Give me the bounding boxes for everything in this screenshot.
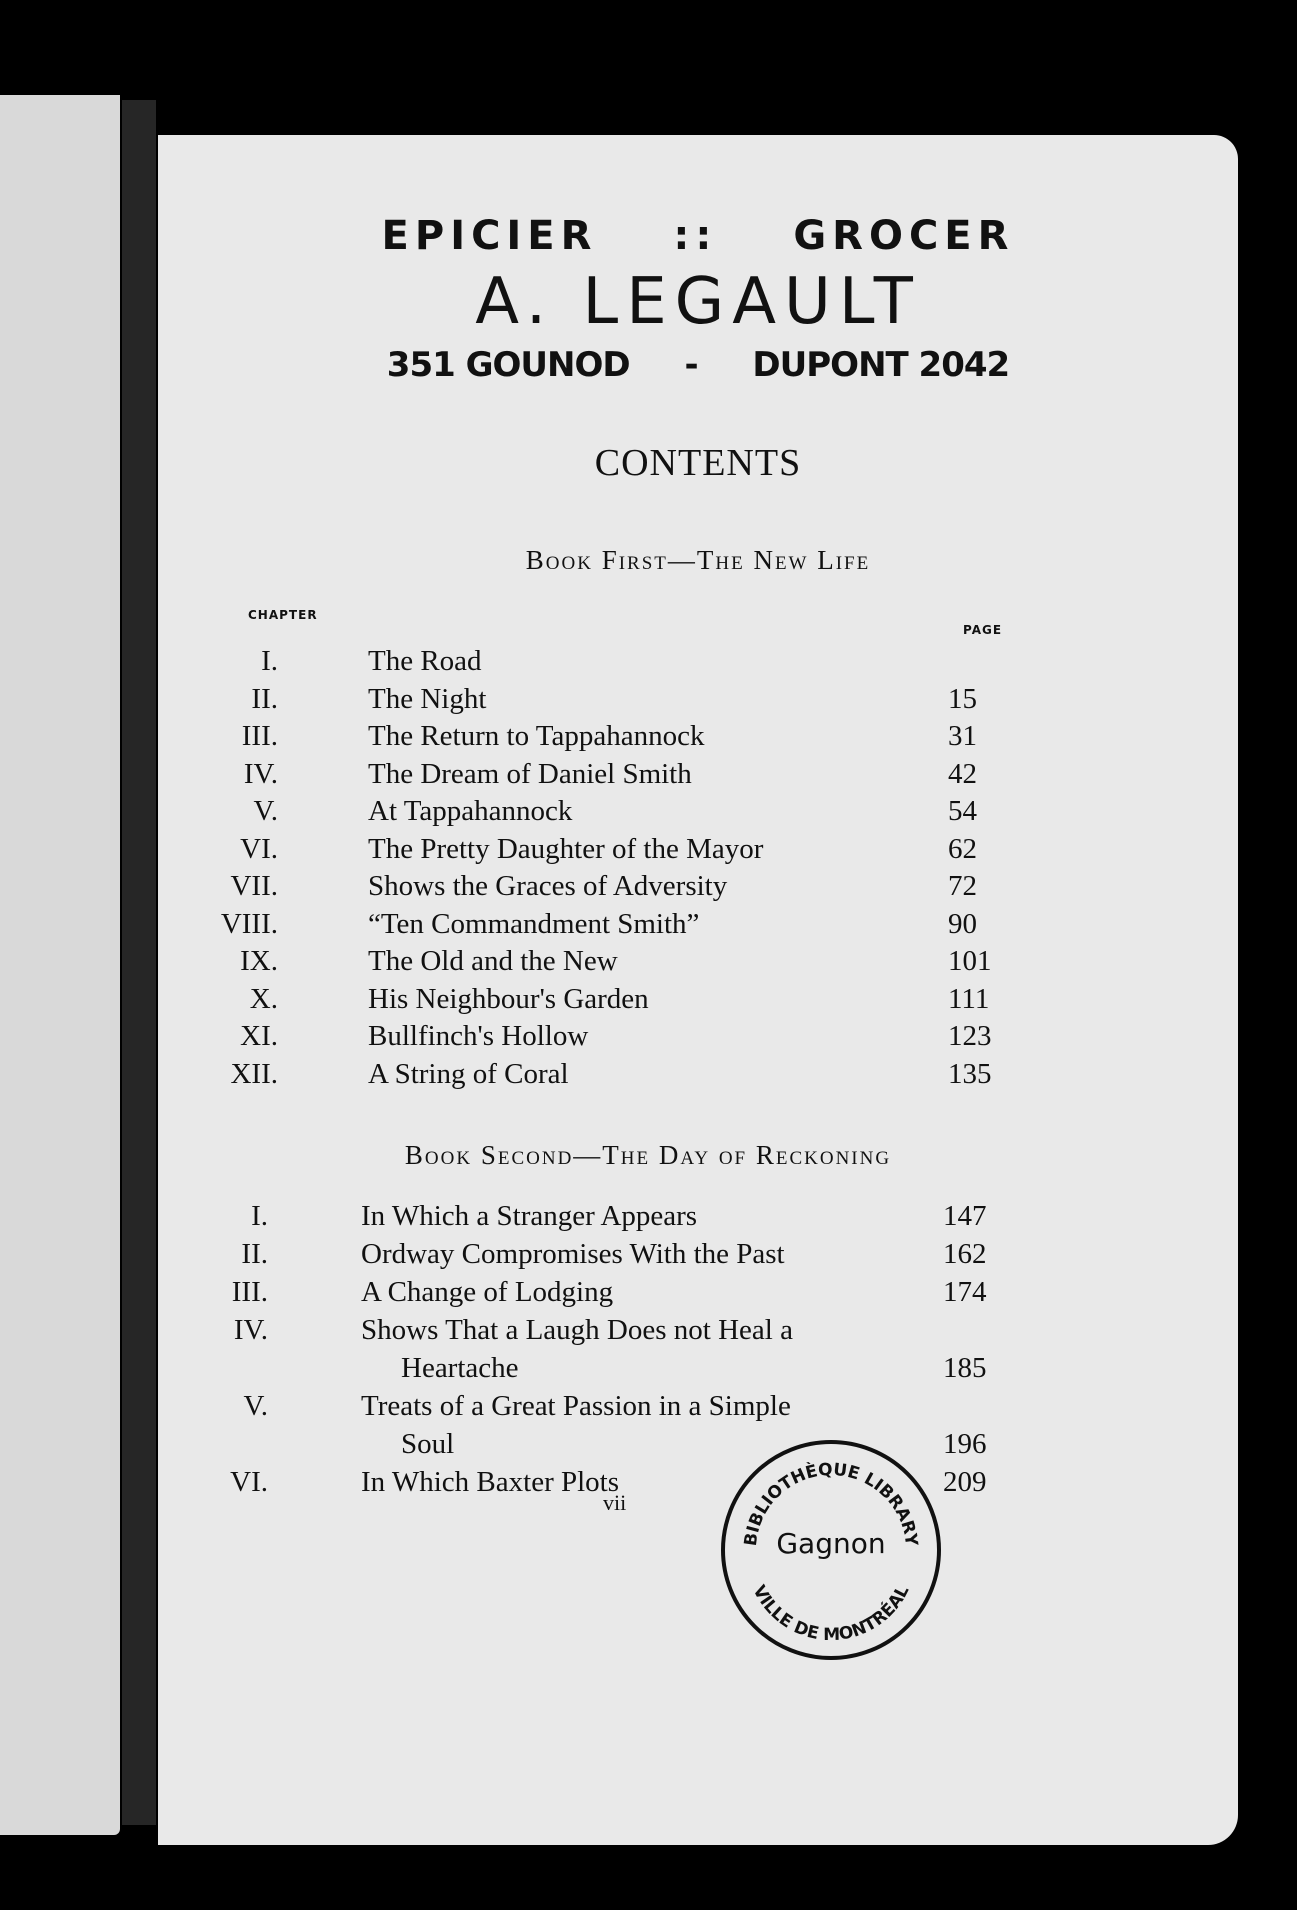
chapter-page: 209: [943, 1466, 987, 1498]
chapter-page: 111: [948, 982, 990, 1015]
toc-row: [158, 1276, 1238, 1314]
chapter-page: 135: [948, 1057, 992, 1090]
chapter-title: The Pretty Daughter of the Mayor: [368, 832, 764, 865]
stamp-separator: ::: [673, 213, 718, 259]
page-number: vii: [603, 1490, 627, 1515]
toc-row: [158, 908, 1238, 946]
toc-row: [158, 1020, 1238, 1058]
chapter-number: VIII.: [220, 907, 278, 940]
toc-row: [158, 1238, 1238, 1276]
chapter-title: In Which a Stranger Appears: [361, 1200, 698, 1232]
toc-row: [158, 983, 1238, 1021]
chapter-title: The Old and the New: [368, 945, 618, 977]
chapter-number: XII.: [230, 1057, 278, 1090]
chapter-page: 123: [948, 1020, 992, 1052]
toc-row: [158, 1058, 1238, 1096]
chapter-number: IV.: [243, 757, 278, 790]
chapter-page: 54: [948, 795, 977, 827]
stamp-address: 351 GOUNOD: [386, 345, 630, 385]
toc-row: [158, 683, 1238, 721]
stamp-phone: DUPONT 2042: [752, 345, 1010, 385]
chapter-title: Bullfinch's Hollow: [368, 1020, 589, 1052]
toc-row: [158, 833, 1238, 871]
book1-heading: Book First—The New Life: [525, 545, 871, 575]
chapter-page: 147: [943, 1200, 987, 1232]
chapter-title-continuation: Heartache: [401, 1352, 519, 1384]
chapter-title: Shows the Graces of Adversity: [368, 870, 728, 902]
chapter-title: Ordway Compromises With the Past: [361, 1238, 785, 1270]
toc-row: [158, 795, 1238, 833]
chapter-page: 72: [948, 870, 977, 902]
stamp-name: A. LEGAULT: [475, 265, 921, 339]
toc-row: [158, 645, 1238, 683]
chapter-title: A Change of Lodging: [361, 1276, 614, 1308]
chapter-number: II.: [251, 682, 278, 715]
chapter-title: The Return to Tappahannock: [368, 720, 705, 752]
chapter-page: 90: [948, 907, 977, 940]
contents-page: [158, 135, 1238, 1845]
chapter-title: The Night: [368, 682, 487, 715]
stamp-dash: -: [684, 345, 698, 385]
chapter-title: His Neighbour's Garden: [368, 982, 649, 1015]
chapter-title: The Dream of Daniel Smith: [368, 757, 692, 790]
chapter-page: 42: [948, 757, 977, 790]
chapter-title: A String of Coral: [368, 1057, 569, 1090]
book-spine: [122, 100, 156, 1825]
chapter-page: 196: [943, 1428, 987, 1460]
toc-row: [158, 945, 1238, 983]
page-title: CONTENTS: [594, 442, 802, 484]
chapter-title: The Road: [368, 645, 482, 677]
page-column-label: PAGE: [963, 623, 1003, 637]
chapter-number: X.: [249, 982, 278, 1015]
chapter-title: Treats of a Great Passion in a Simple: [361, 1390, 791, 1422]
toc-row: [158, 758, 1238, 796]
grocer-stamp-line: [158, 213, 1238, 259]
chapter-number: V.: [253, 795, 278, 827]
chapter-number: II.: [241, 1238, 268, 1270]
chapter-title: “Ten Commandment Smith”: [368, 907, 700, 940]
book2-heading: Book Second—The Day of Reckoning: [404, 1140, 892, 1170]
chapter-page: 185: [943, 1352, 987, 1384]
chapter-number: I.: [261, 645, 278, 677]
toc-row: [158, 1200, 1238, 1238]
toc-row: [158, 1466, 1238, 1504]
stamp-bottom-text: VILLE DE MONTRÉAL: [748, 1582, 914, 1646]
chapter-number: VI.: [230, 1466, 268, 1498]
chapter-page: 62: [948, 832, 977, 865]
stamp-address-line: [158, 345, 1238, 385]
chapter-number: IX.: [240, 945, 278, 977]
toc-row: [158, 870, 1238, 908]
chapter-page: 162: [943, 1238, 987, 1270]
chapter-page: 101: [948, 945, 992, 977]
chapter-number: III.: [241, 720, 278, 752]
facing-page-edge: [0, 95, 120, 1835]
toc-row: [158, 1314, 1238, 1384]
chapter-number: VII.: [230, 870, 278, 902]
chapter-page: 15: [948, 682, 977, 715]
chapter-number: I.: [251, 1200, 268, 1232]
toc-row: [158, 1390, 1238, 1460]
stamp-center-text: Gagnon: [776, 1527, 886, 1560]
chapter-column-label: CHAPTER: [248, 608, 318, 622]
chapter-title: In Which Baxter Plots: [361, 1466, 620, 1498]
chapter-number: VI.: [240, 832, 278, 865]
chapter-number: XI.: [240, 1020, 278, 1052]
stamp-epicier: EPICIER: [381, 213, 598, 259]
chapter-page: 31: [948, 720, 977, 752]
stamp-top-text: BIBLIOTHÈQUE LIBRARY: [740, 1459, 922, 1548]
toc-row: [158, 720, 1238, 758]
chapter-number: IV.: [233, 1314, 268, 1346]
chapter-page: 174: [943, 1276, 987, 1308]
library-stamp: [716, 1435, 946, 1665]
chapter-title: Shows That a Laugh Does not Heal a: [361, 1314, 793, 1346]
chapter-number: V.: [243, 1390, 268, 1422]
chapter-title: At Tappahannock: [368, 795, 573, 827]
chapter-number: III.: [231, 1276, 268, 1308]
chapter-title-continuation: Soul: [401, 1428, 455, 1460]
stamp-grocer: GROCER: [793, 213, 1015, 259]
